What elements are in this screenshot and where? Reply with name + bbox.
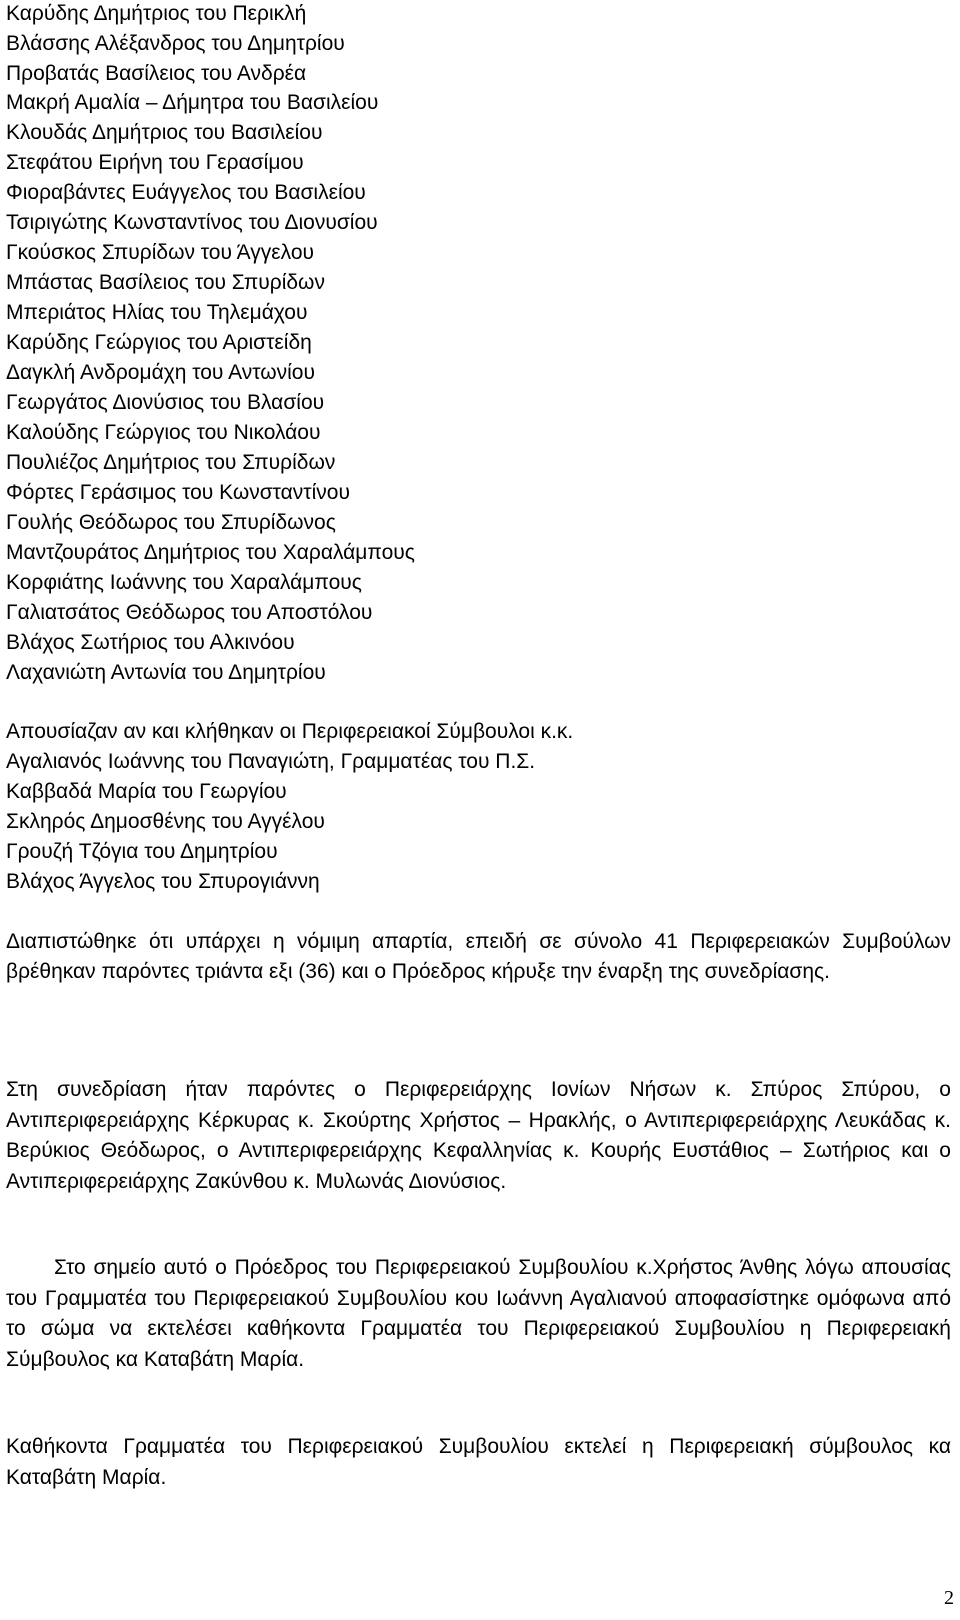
member-absent: Βλάχος Άγγελος του Σπυρογιάννη <box>6 870 320 893</box>
quorum-paragraph: Διαπιστώθηκε ότι υπάρχει η νόμιμη απαρτία, επειδή σε σύνολο 41 Περιφερειακών Συμβούλων βρέθηκαν παρόντες τριάντα εξι (36) και ο Πρόεδρος κήρυξε την έναρξη της συνεδρίασης. <box>6 930 951 983</box>
member-present: Γουλής Θεόδωρος του Σπυρίδωνος <box>6 511 336 534</box>
member-present: Βλάσσης Αλέξανδρος του Δημητρίου <box>6 32 345 55</box>
member-present: Κορφιάτης Ιωάννης του Χαραλάμπους <box>6 571 362 594</box>
member-present: Μαντζουράτος Δημήτριος του Χαραλάμπους <box>6 541 415 564</box>
member-present: Φόρτες Γεράσιμος του Κωνσταντίνου <box>6 481 350 504</box>
member-absent: Καββαδά Μαρία του Γεωργίου <box>6 780 287 803</box>
member-present: Δαγκλή Ανδρομάχη του Αντωνίου <box>6 361 315 384</box>
member-present: Στεφάτου Ειρήνη του Γερασίμου <box>6 151 304 174</box>
acting-secretary-paragraph: Καθήκοντα Γραμματέα του Περιφερειακού Συμβουλίου εκτελεί η Περιφερειακή σύμβουλος κα Καταβάτη Μαρία. <box>6 1435 951 1489</box>
member-absent: Γρουζή Τζόγια του Δημητρίου <box>6 840 278 863</box>
member-absent: Αγαλιανός Ιωάννης του Παναγιώτη, Γραμματέας του Π.Σ. <box>6 750 536 773</box>
member-present: Γαλιατσάτος Θεόδωρος του Αποστόλου <box>6 601 373 624</box>
member-present: Προβατάς Βασίλειος του Ανδρέα <box>6 62 307 85</box>
page-number: 2 <box>944 1587 954 1609</box>
member-present: Κλουδάς Δημήτριος του Βασιλείου <box>6 121 323 144</box>
member-present: Μπεριάτος Ηλίας του Τηλεμάχου <box>6 301 308 324</box>
member-present: Γεωργάτος Διονύσιος του Βλασίου <box>6 391 325 414</box>
member-present: Λαχανιώτη Αντωνία του Δημητρίου <box>6 661 326 684</box>
member-present: Πουλιέζος Δημήτριος του Σπυρίδων <box>6 451 336 474</box>
absent-members-intro: Απουσίαζαν αν και κλήθηκαν οι Περιφερειακοί Σύμβουλοι κ.κ. <box>6 720 574 743</box>
member-absent: Σκληρός Δημοσθένης του Αγγέλου <box>6 810 325 833</box>
member-present: Τσιριγώτης Κωνσταντίνος του Διονυσίου <box>6 211 378 234</box>
member-present: Γκούσκος Σπυρίδων του Άγγελου <box>6 241 314 264</box>
member-present: Καρύδης Δημήτριος του Περικλή <box>6 2 307 25</box>
member-present: Καρύδης Γεώργιος του Αριστείδη <box>6 331 312 354</box>
member-present: Βλάχος Σωτήριος του Αλκινόου <box>6 631 295 654</box>
member-present: Μπάστας Βασίλειος του Σπυρίδων <box>6 271 325 294</box>
member-present: Μακρή Αμαλία – Δήμητρα του Βασιλείου <box>6 91 379 114</box>
officials-present-paragraph: Στη συνεδρίαση ήταν παρόντες ο Περιφερειάρχης Ιονίων Νήσων κ. Σπύρος Σπύρου, ο Αντιπεριφερειάρχης Κέρκυρας κ. Σκούρτης Χρήστος – Ηρακλής, ο Αντιπεριφερειάρχης Λευκάδας κ. Βερύκιος Θεόδωρος, ο Αντιπεριφερειάρχης Κεφαλληνίας κ. Κουρής Ευστάθιος – Σωτήριος και ο Αντιπεριφερειάρχης Ζακύνθου κ. Μυλωνάς Διονύσιος. <box>6 1078 951 1193</box>
member-present: Φιοραβάντες Ευάγγελος του Βασιλείου <box>6 181 366 204</box>
document-page <box>6 0 954 1620</box>
secretary-appointment-paragraph: Στο σημείο αυτό ο Πρόεδρος του Περιφερειακού Συμβουλίου κ.Χρήστος Άνθης λόγω απουσίας του Γραμματέα του Περιφερειακού Συμβουλίου κου Ιωάννη Αγαλιανού αποφασίστηκε ομόφωνα από το σώμα να εκτελέσει καθήκοντα Γραμματέα του Περιφερειακού Συμβουλίου η Περιφερειακή Σύμβουλος κα Καταβάτη Μαρία. <box>6 1256 951 1371</box>
member-present: Καλούδης Γεώργιος του Νικολάου <box>6 421 321 444</box>
